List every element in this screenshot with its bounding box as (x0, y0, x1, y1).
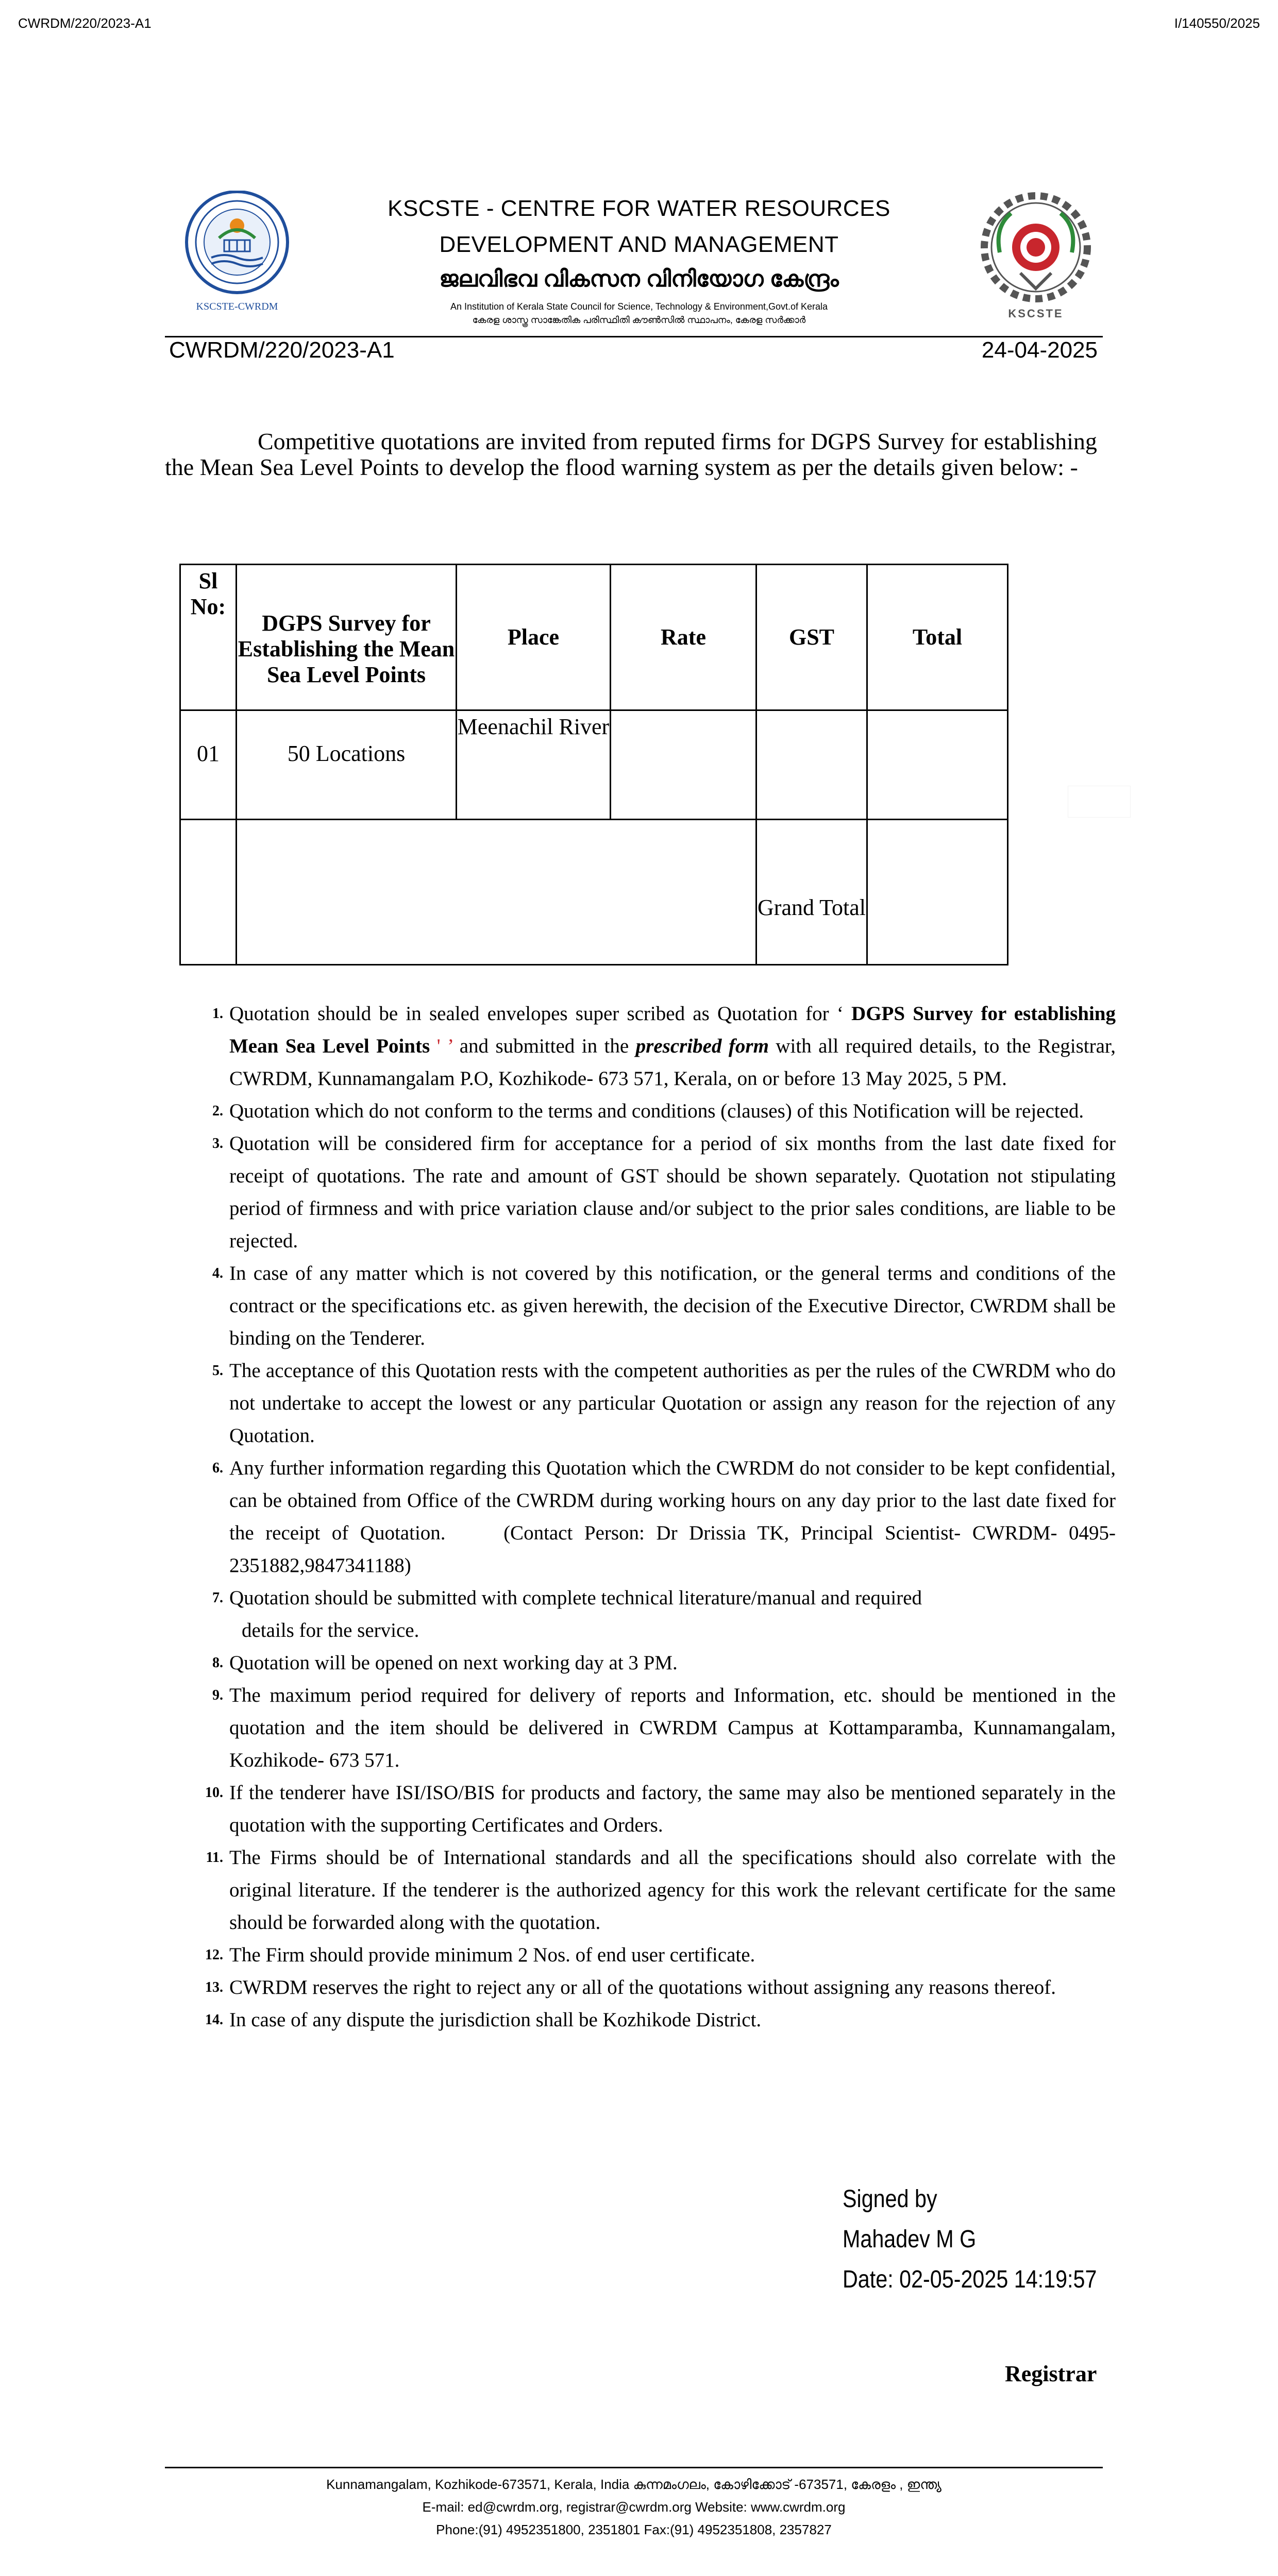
faint-box (1068, 786, 1131, 818)
term-1-prescribed-form: prescribed form (635, 1035, 769, 1057)
footer (165, 2473, 1103, 2541)
term-item (212, 1095, 1116, 1127)
intro-paragraph (165, 429, 1098, 480)
footer-phone-fax: Phone:(91) 4952351800, 2351801 Fax:(91) 4952351808, 2357827 (436, 2522, 832, 2537)
reference-number: CWRDM/220/2023-A1 (169, 337, 395, 363)
registrar-designation: Registrar (1005, 2361, 1097, 2386)
reference-date: 24-04-2025 (981, 337, 1098, 363)
term-6-text: Any further information regarding this Quotation which the CWRDM do not consider to be kept confidential, can be obtained from Office of the CWRDM during working hours on any day prior to the last date fixed for the receipt of Quotation. (229, 1457, 1116, 1544)
corner-file-number: CWRDM/220/2023-A1 (18, 15, 152, 31)
kscste-gear-emblem-icon (971, 185, 1100, 325)
org-subtitle-malayalam: കേരള ശാസ്ത്ര സാങ്കേതിക പരിസ്ഥിതി കൗൺസിൽ സ്ഥാപനം, കേരള സർക്കാർ (472, 315, 806, 325)
term-item (206, 1841, 1116, 1939)
term-item (205, 2004, 1116, 2036)
header-item: DGPS Survey for Establishing the Mean Sea Level Points (237, 565, 457, 710)
term-number: 6. (212, 1460, 223, 1476)
term-2-text: Quotation which do not conform to the terms and conditions (clauses) of this Notification will be rejected. (229, 1100, 1084, 1122)
grand-total-value (867, 820, 1008, 965)
logo-right-caption: KSCSTE (1008, 307, 1064, 320)
term-number: 4. (212, 1265, 223, 1281)
digital-signature-block (843, 2179, 1097, 2300)
grand-total-label: Grand Total (756, 820, 867, 965)
cell-sl: 01 (180, 710, 237, 820)
org-subtitle-english: An Institution of Kerala State Council for Science, Technology & Environment,Govt.of Kerala (450, 301, 828, 312)
header-rate: Rate (611, 565, 756, 710)
cell-item: 50 Locations (237, 710, 457, 820)
cell-rate (611, 710, 756, 820)
term-7-text-a: Quotation should be submitted with complete technical literature/manual and required (229, 1587, 922, 1609)
header-gst: GST (756, 565, 867, 710)
logo-left-caption: KSCSTE-CWRDM (196, 301, 278, 312)
term-10-text: If the tenderer have ISI/ISO/BIS for products and factory, the same may also be mentioned separately in the quotation with the supporting Certificates and Orders. (229, 1782, 1116, 1836)
letterhead (361, 191, 917, 327)
term-number: 8. (212, 1655, 223, 1671)
quotation-table (179, 564, 1008, 965)
signed-by-label: Signed by (843, 2185, 937, 2213)
cell-gst (756, 710, 867, 820)
term-1-text-c: and submitted in the (459, 1035, 629, 1057)
signature-date: Date: 02-05-2025 14:19:57 (843, 2266, 1097, 2293)
term-number: 14. (205, 2012, 223, 2028)
intro-text: Competitive quotations are invited from reputed firms for DGPS Survey for establishing the Mean Sea Level Points to develop the flood warning system as per the details given below: - (165, 428, 1097, 480)
header-total: Total (867, 565, 1008, 710)
term-item (212, 1127, 1116, 1257)
term-number: 5. (212, 1363, 223, 1379)
term-number: 3. (212, 1136, 223, 1151)
org-name-malayalam: ജലവിഭവ വികസന വിനിയോഗ കേന്ദ്രം (439, 266, 839, 292)
kscste-cwrdm-emblem-icon (183, 191, 291, 314)
term-item (212, 1647, 1116, 1679)
table-header-row (180, 565, 1008, 710)
terms-list (205, 997, 1116, 2036)
footer-divider (165, 2467, 1103, 2468)
term-number: 11. (206, 1850, 223, 1866)
kscste-cwrdm-logo (183, 191, 291, 314)
term-14-text: In case of any dispute the jurisdiction shall be Kozhikode District. (229, 2009, 762, 2031)
term-1-quote-mark: ' ’ (436, 1035, 453, 1057)
term-number: 9. (212, 1687, 223, 1703)
org-name-line2: DEVELOPMENT AND MANAGEMENT (439, 232, 839, 257)
term-item (212, 1679, 1116, 1776)
term-item (212, 1354, 1116, 1452)
header-sl-no: Sl No: (180, 565, 237, 710)
term-1-text-a: Quotation should be in sealed envelopes super scribed as Quotation for ‘ (229, 1003, 844, 1025)
cell-blank (180, 820, 237, 965)
term-12-text: The Firm should provide minimum 2 Nos. of end user certificate. (229, 1944, 755, 1966)
term-number: 13. (205, 1979, 223, 1995)
cell-place: Meenachil River (457, 710, 611, 820)
cell-blank-wide (237, 820, 756, 965)
table-row (180, 710, 1008, 820)
term-8-text: Quotation will be opened on next working day at 3 PM. (229, 1652, 678, 1674)
term-6-contact: (Contact Person: Dr Drissia TK, Principal Scientist- CWRDM- 0495-2351882,9847341188) (229, 1522, 1116, 1577)
term-9-text: The maximum period required for delivery of reports and Information, etc. should be mentioned in the quotation and the item should be delivered in CWRDM Campus at Kottamparamba, Kunnamangalam, Kozhikode- 673 571. (229, 1684, 1116, 1771)
term-5-text: The acceptance of this Quotation rests with the competent authorities as per the rules of the CWRDM who do not undertake to accept the lowest or any particular Quotation or assign any reason for the rejection of any Quotation. (229, 1360, 1116, 1447)
term-item (212, 1582, 1116, 1647)
term-item (205, 1776, 1116, 1841)
term-11-text: The Firms should be of International standards and all the specifications should also correlate with the original literature. If the tenderer is the authorized agency for this work the relevant certificate for the same should be forwarded along with the quotation. (229, 1846, 1116, 1934)
term-item (205, 1971, 1116, 2004)
footer-email-website: E-mail: ed@cwrdm.org, registrar@cwrdm.org Website: www.cwrdm.org (422, 2499, 846, 2515)
term-item (205, 1939, 1116, 1971)
term-number: 7. (212, 1590, 223, 1606)
corner-inward-number: I/140550/2025 (1174, 15, 1260, 31)
cell-total (867, 710, 1008, 820)
term-item (212, 1452, 1116, 1582)
org-name-line1: KSCSTE - CENTRE FOR WATER RESOURCES (388, 196, 890, 221)
term-number: 2. (212, 1103, 223, 1119)
kscste-logo (971, 185, 1100, 325)
term-item (212, 997, 1116, 1095)
term-13-text: CWRDM reserves the right to reject any or all of the quotations without assigning any reasons thereof. (229, 1976, 1056, 1998)
term-1-subject: DGPS Survey for establishing Mean Sea Level Points (229, 1003, 1116, 1057)
term-7-text-b: details for the service. (242, 1619, 419, 1641)
signer-name: Mahadev M G (843, 2226, 977, 2253)
term-item (212, 1257, 1116, 1354)
header-place: Place (457, 565, 611, 710)
term-number: 10. (205, 1785, 223, 1801)
term-number: 1. (212, 1006, 223, 1022)
term-number: 12. (205, 1947, 223, 1963)
term-4-text: In case of any matter which is not covered by this notification, or the general terms and conditions of the contract or the specifications etc. as given herewith, the decision of the Executive Director, CWRDM shall be binding on the Tenderer. (229, 1262, 1116, 1349)
footer-address: Kunnamangalam, Kozhikode-673571, Kerala, India കുന്നമംഗലം, കോഴിക്കോട് -673571, കേരളം , ഇന്ത്യ (326, 2477, 941, 2492)
term-1-text-e: with all required details, to the Registrar, CWRDM, Kunnamangalam P.O, Kozhikode- 673 571, Kerala, on or before 13 May 2025, 5 PM. (229, 1035, 1116, 1090)
term-3-text: Quotation will be considered firm for acceptance for a period of six months from the last date fixed for receipt of quotations. The rate and amount of GST should be shown separately. Quotation not stipulating period of firmness and with price variation clause and/or subject to the prior sales conditions, are liable to be rejected. (229, 1132, 1116, 1252)
grand-total-row (180, 820, 1008, 965)
